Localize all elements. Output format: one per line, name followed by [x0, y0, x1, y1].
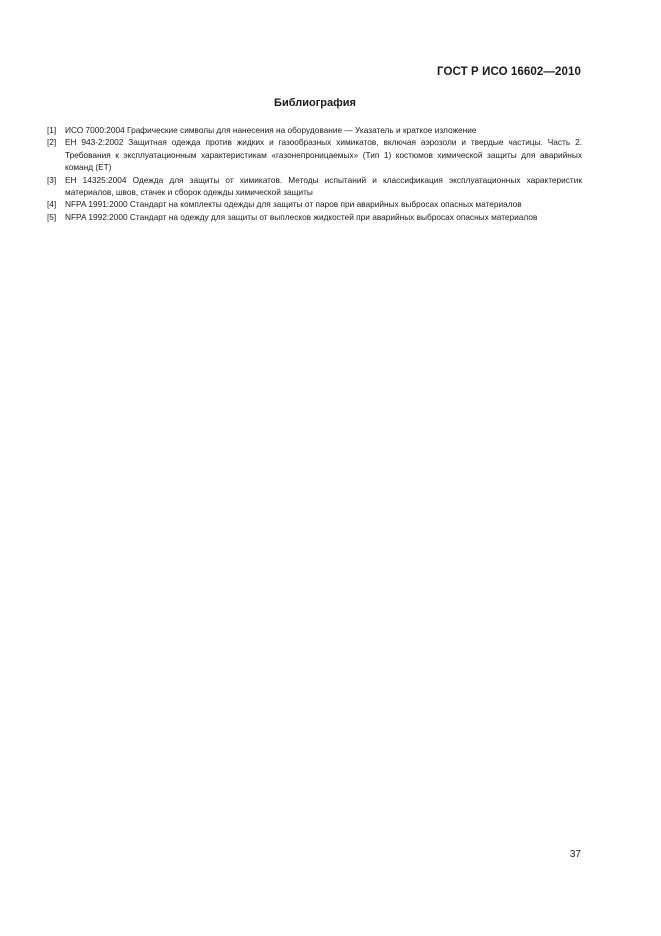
bibliography-item-text: NFPA 1991:2000 Стандарт на комплекты одежды для защиты от паров при аварийных выбросах опасных материалов — [65, 199, 522, 210]
document-code: ГОСТ Р ИСО 16602—2010 — [436, 66, 581, 78]
bibliography-item-number: [5] — [47, 211, 57, 222]
bibliography-item-text: ЕН 14325:2004 Одежда для защиты от химикатов. Методы испытаний и классификация эксплуатационных характеристик материалов, швов, стачек и сборок одежды химической защиты — [65, 174, 582, 198]
bibliography-item-text: NFPA 1992:2000 Стандарт на одежду для защиты от выплесков жидкостей при аварийных выбросах опасных материалов — [65, 211, 538, 222]
bibliography-item — [47, 211, 582, 223]
bibliography-item — [47, 124, 582, 136]
bibliography-item-number: [4] — [47, 199, 57, 210]
bibliography-item — [47, 136, 582, 173]
bibliography-item-text: ИСО 7000:2004 Графические символы для нанесения на оборудование — Указатель и краткое изложение — [65, 125, 477, 135]
page-number: 37 — [569, 849, 581, 860]
bibliography-item — [47, 198, 582, 210]
bibliography-item-text: ЕН 943-2:2002 Защитная одежда против жидких и газообразных химикатов, включая аэрозоли и твердые частицы. Часть 2. Требования к эксплуатационным характеристикам «газонепроницаемых» (Тип 1) костюмов химической защиты для аварийных команд (ЕТ) — [65, 137, 582, 173]
bibliography-item-number: [2] — [47, 137, 57, 148]
bibliography-item-number: [3] — [47, 174, 57, 185]
bibliography-title: Библиография — [274, 97, 356, 109]
bibliography-item-number: [1] — [47, 125, 57, 135]
bibliography-item — [47, 174, 582, 199]
bibliography-list — [47, 124, 582, 223]
